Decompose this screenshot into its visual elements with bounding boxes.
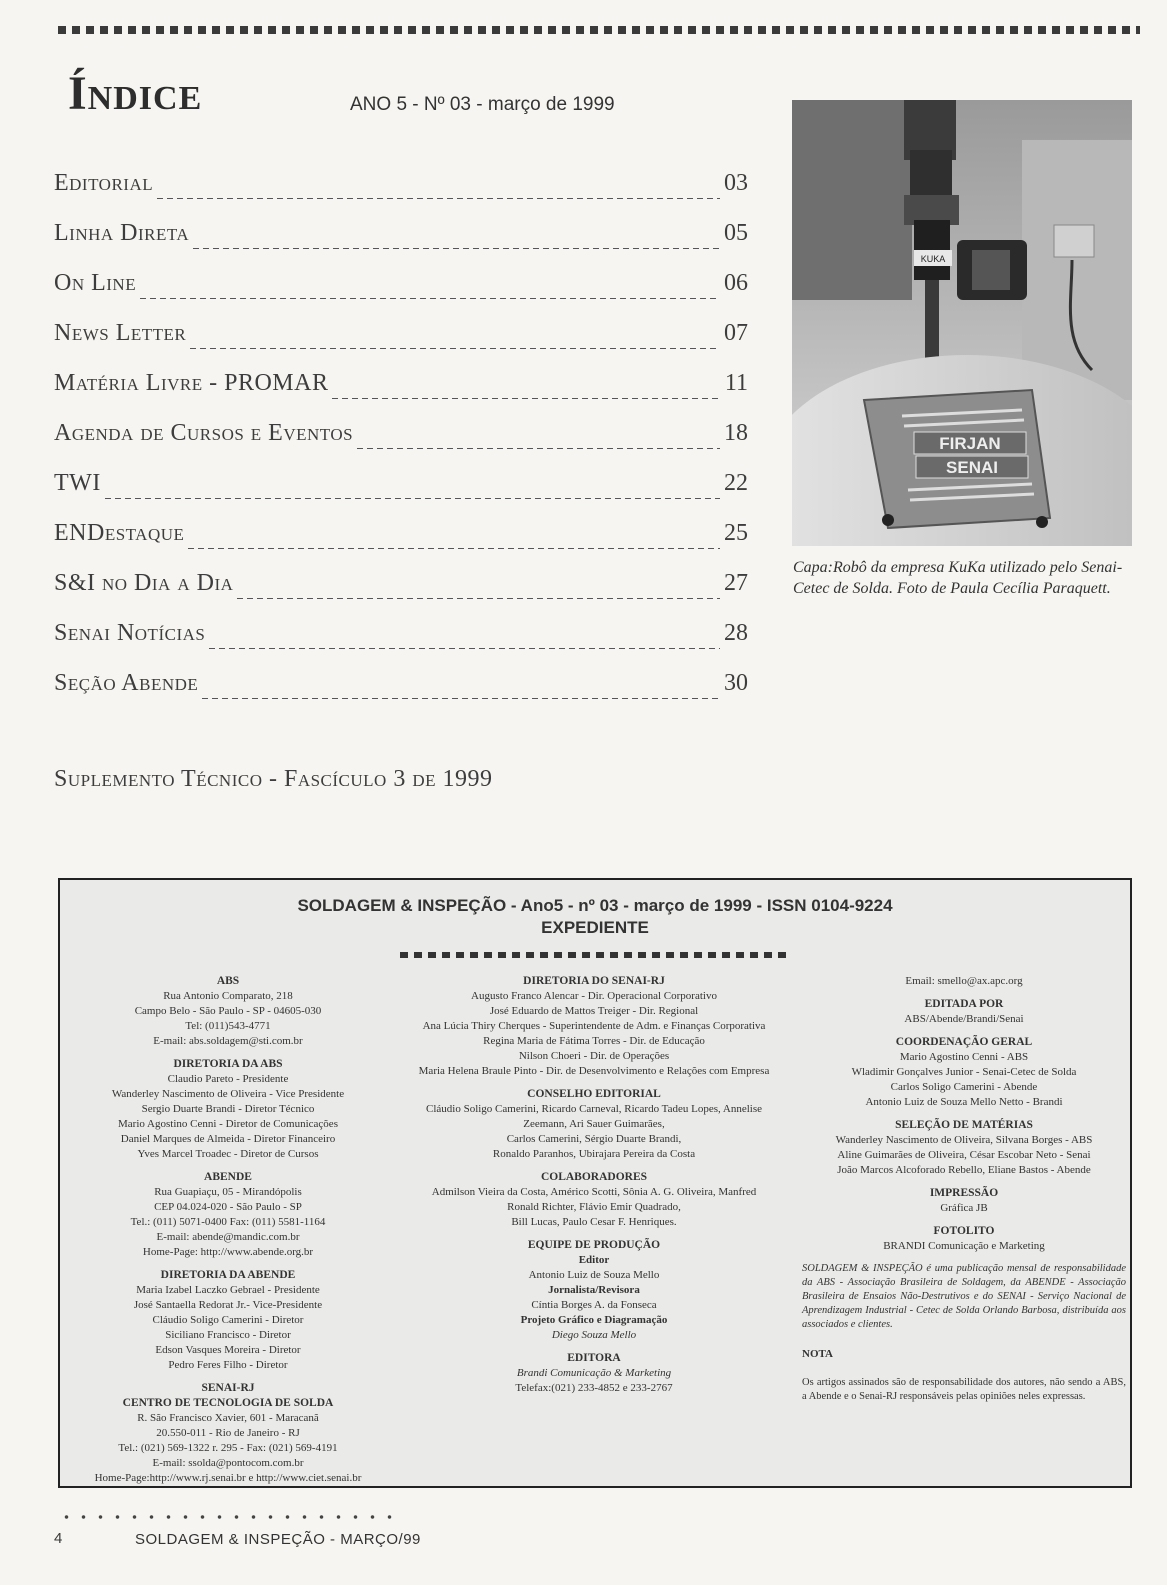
toc-label: Linha Direta — [54, 220, 190, 246]
block-heading: FOTOLITO — [933, 1225, 995, 1237]
toc-label: Matéria Livre - PROMAR — [54, 370, 329, 396]
toc-item[interactable] — [54, 620, 748, 670]
toc-leader — [209, 648, 720, 649]
editor-name: Antonio Luiz de Souza Mello — [528, 1269, 660, 1281]
text-line: Wladimir Gonçalves Junior - Senai-Cetec de Solda — [851, 1066, 1077, 1078]
block-heading: SENAI-RJ — [201, 1382, 255, 1394]
block-heading: CONSELHO EDITORIAL — [527, 1088, 661, 1100]
editora-block — [416, 1351, 772, 1396]
torch-label: KUKA — [920, 254, 946, 264]
toc-item[interactable] — [54, 270, 748, 320]
block-heading: COLABORADORES — [540, 1171, 648, 1183]
toc-page: 11 — [724, 370, 748, 396]
diretoria-abs-block — [68, 1057, 388, 1162]
toc-page: 30 — [724, 670, 748, 696]
text-line: Siciliano Francisco - Diretor — [165, 1329, 291, 1341]
block-subheading: CENTRO DE TECNOLOGIA DE SOLDA — [122, 1397, 334, 1409]
nota-block — [802, 1347, 1126, 1405]
text-line: Tel.: (021) 569-1322 r. 295 - Fax: (021) 569-4191 — [118, 1442, 338, 1454]
text-line: Wanderley Nascimento de Oliveira, Silvana Borges - ABS — [835, 1134, 1093, 1146]
block-heading: EQUIPE DE PRODUÇÃO — [527, 1239, 661, 1251]
diretoria-senai-block — [416, 974, 772, 1079]
block-heading: ABENDE — [204, 1171, 252, 1183]
projeto-name: Diego Souza Mello — [551, 1329, 637, 1341]
toc-leader — [157, 198, 720, 199]
block-heading: EDITORA — [567, 1352, 621, 1364]
toc-page: 18 — [724, 420, 748, 446]
senai-rj-block — [68, 1381, 388, 1486]
toc-item[interactable] — [54, 520, 748, 570]
block-heading: IMPRESSÃO — [929, 1187, 999, 1199]
editor-label: Editor — [578, 1254, 610, 1266]
text-line: Campo Belo - São Paulo - SP - 04605-030 — [134, 1005, 322, 1017]
text-line: Ronaldo Paranhos, Ubirajara Pereira da Costa — [492, 1148, 696, 1160]
text-line: 20.550-011 - Rio de Janeiro - RJ — [156, 1427, 300, 1439]
block-heading: DIRETORIA DO SENAI-RJ — [523, 975, 665, 987]
toc-leader — [190, 348, 720, 349]
text-line: CEP 04.024-020 - São Paulo - SP — [154, 1201, 302, 1213]
text-line: Yves Marcel Troadec - Diretor de Cursos — [137, 1148, 319, 1160]
colaboradores-block — [416, 1170, 772, 1230]
selecao-materias-block — [802, 1118, 1126, 1178]
toc-leader — [202, 698, 720, 699]
text-line: Tel.: (011) 5071-0400 Fax: (011) 5581-1164 — [130, 1216, 326, 1228]
plate-text-senai: SENAI — [946, 458, 998, 477]
email-link[interactable]: E-mail: abende@mandic.com.br — [156, 1231, 300, 1243]
cover-photo — [792, 100, 1132, 546]
text-line: Rua Guapiaçu, 05 - Mirandópolis — [154, 1186, 302, 1198]
toc-page: 25 — [724, 520, 748, 546]
text-line: Aline Guimarães de Oliveira, César Escobar Neto - Senai — [837, 1149, 1091, 1161]
text-line: Mario Agostino Cenni - Diretor de Comunicações — [118, 1118, 338, 1130]
toc-label: TWI — [54, 470, 101, 496]
text-line: João Marcos Alcoforado Rebello, Eliane Bastos - Abende — [837, 1164, 1091, 1176]
toc-label: Agenda de Cursos e Eventos — [54, 420, 354, 446]
projeto-label: Projeto Gráfico e Diagramação — [520, 1314, 668, 1326]
email-link[interactable]: Email: smello@ax.apc.org — [905, 975, 1023, 987]
nota-heading: NOTA — [802, 1347, 833, 1360]
text-line: Edson Vasques Moreira - Diretor — [155, 1344, 301, 1356]
block-heading: SELEÇÃO DE MATÉRIAS — [895, 1119, 1033, 1131]
toc-item[interactable] — [54, 220, 748, 270]
text-line: Carlos Soligo Camerini - Abende — [890, 1081, 1038, 1093]
text-line: Maria Helena Braule Pinto - Dir. de Desenvolvimento e Relações com Empresa — [418, 1065, 770, 1077]
block-heading: EDITADA POR — [924, 998, 1004, 1010]
text-line: Ana Lúcia Thiry Cherques - Superintendente de Adm. e Finanças Corporativa — [422, 1020, 766, 1032]
email-link[interactable]: E-mail: abs.soldagem@sti.com.br — [153, 1035, 303, 1047]
text-line: Carlos Camerini, Sérgio Duarte Brandi, — [506, 1133, 682, 1145]
text-line: Regina Maria de Fátima Torres - Dir. de Educação — [483, 1035, 705, 1047]
toc-page: 05 — [724, 220, 748, 246]
text-line: Augusto Franco Alencar - Dir. Operacional Corporativo — [471, 990, 717, 1002]
text-line: Wanderley Nascimento de Oliveira - Vice Presidente — [111, 1088, 345, 1100]
editora-phone: Telefax:(021) 233-4852 e 233-2767 — [515, 1382, 673, 1394]
toc-leader — [188, 548, 720, 549]
diretoria-abende-block — [68, 1268, 388, 1373]
revisora-label: Jornalista/Revisora — [548, 1284, 640, 1296]
toc-item[interactable] — [54, 470, 748, 520]
text-line: Gráfica JB — [940, 1202, 988, 1214]
text-line: Claudio Pareto - Presidente — [167, 1073, 289, 1085]
toc-item[interactable] — [54, 670, 748, 720]
nota-text: Os artigos assinados são de responsabilidade dos autores, não sendo a ABS, a Abende e o Senai-RJ responsáveis pelas opiniões neles expressas. — [802, 1377, 1126, 1403]
expediente-column-2 — [416, 974, 772, 1404]
text-line: R. São Francisco Xavier, 601 - Maracanã — [137, 1412, 319, 1424]
text-line: Nilson Choeri - Dir. de Operações — [518, 1050, 670, 1062]
toc-page: 06 — [724, 270, 748, 296]
issue-info: ANO 5 - Nº 03 - março de 1999 — [350, 94, 615, 115]
homepage-link[interactable]: Home-Page:http://www.rj.senai.br e http://www.ciet.senai.br — [94, 1472, 362, 1484]
text-line: Admilson Vieira da Costa, Américo Scotti, Sônia A. G. Oliveira, Manfred Ronald Richter, Flávio Emir Quadrado, — [431, 1186, 757, 1213]
text-line: Maria Izabel Laczko Gebrael - Presidente — [136, 1284, 320, 1296]
text-line: Tel: (011)543-4771 — [185, 1020, 271, 1032]
text-line: Rua Antonio Comparato, 218 — [163, 990, 293, 1002]
publication-note: SOLDAGEM & INSPEÇÃO é uma publicação mensal de responsabilidade da ABS - Associação Brasileira de Soldagem, da ABENDE - Associação Brasileira de Ensaios Não-Destrutivos e do SENAI - Serviço Nacional de Aprendizagem Industrial - Cetec de Solda Orlando Barbosa, distribuída aos associados e clientes. — [802, 1263, 1126, 1330]
top-dotted-rule — [58, 26, 1140, 34]
toc-label: On Line — [54, 270, 137, 296]
editada-por-block — [802, 997, 1126, 1027]
email-block — [802, 974, 1126, 989]
email-link[interactable]: E-mail: ssolda@pontocom.com.br — [152, 1457, 304, 1469]
text-line: Cláudio Soligo Camerini, Ricardo Carneval, Ricardo Tadeu Lopes, Annelise Zeemann, Ari Sauer Guimarães, — [426, 1103, 762, 1130]
toc-page: 22 — [724, 470, 748, 496]
plate-text-firjan: FIRJAN — [939, 434, 1001, 453]
block-heading: COORDENAÇÃO GERAL — [895, 1036, 1033, 1048]
toc-label: Seção Abende — [54, 670, 199, 696]
toc-label: Editorial — [54, 170, 154, 196]
block-heading: ABS — [216, 975, 240, 987]
toc-item[interactable] — [54, 420, 748, 470]
conselho-editorial-block — [416, 1087, 772, 1162]
expediente-box — [58, 878, 1132, 1488]
page-title: Índice — [68, 67, 203, 120]
coordenacao-block — [802, 1035, 1126, 1110]
toc-label: News Letter — [54, 320, 187, 346]
dashed-divider — [400, 952, 792, 958]
text-line: Antonio Luiz de Souza Mello Netto - Brandi — [865, 1096, 1063, 1108]
text-line: José Santaella Redorat Jr.- Vice-Presidente — [133, 1299, 323, 1311]
bottom-dotted-rule — [58, 1515, 398, 1519]
toc-leader — [140, 298, 720, 299]
text-line: José Eduardo de Mattos Treiger - Dir. Regional — [489, 1005, 699, 1017]
toc-item[interactable] — [54, 570, 748, 620]
revisora-name: Cíntia Borges A. da Fonseca — [531, 1299, 657, 1311]
text-line: Mario Agostino Cenni - ABS — [899, 1051, 1029, 1063]
fotolito-block — [802, 1224, 1126, 1254]
robot-welding-image — [792, 100, 1132, 546]
editora-name: Brandi Comunicação & Marketing — [516, 1367, 672, 1379]
cover-caption: Capa:Robô da empresa KuKa utilizado pelo Senai-Cetec de Solda. Foto de Paula Cecília Paraquett. — [793, 559, 1123, 597]
text-line: BRANDI Comunicação e Marketing — [883, 1240, 1045, 1252]
text-line: Pedro Feres Filho - Diretor — [168, 1359, 288, 1371]
block-heading: DIRETORIA DA ABS — [173, 1058, 283, 1070]
toc-page: 27 — [724, 570, 748, 596]
running-footer: SOLDAGEM & INSPEÇÃO - MARÇO/99 — [135, 1531, 421, 1548]
page-number: 4 — [54, 1530, 63, 1547]
expediente-column-3 — [802, 974, 1126, 1404]
toc-item[interactable] — [54, 320, 748, 370]
expediente-subtitle: EXPEDIENTE — [541, 918, 649, 937]
text-line: Daniel Marques de Almeida - Diretor Financeiro — [120, 1133, 336, 1145]
toc-label: S&I no Dia a Dia — [54, 570, 234, 596]
block-heading: DIRETORIA DA ABENDE — [160, 1269, 296, 1281]
toc-label: ENDestaque — [54, 520, 185, 546]
toc-page: 03 — [724, 170, 748, 196]
toc-page: 07 — [724, 320, 748, 346]
text-line: ABS/Abende/Brandi/Senai — [904, 1013, 1024, 1025]
expediente-title: SOLDAGEM & INSPEÇÃO - Ano5 - nº 03 - março de 1999 - ISSN 0104-9224 — [297, 896, 893, 915]
text-line: Cláudio Soligo Camerini - Diretor — [152, 1314, 304, 1326]
toc-leader — [193, 248, 720, 249]
abs-block — [68, 974, 388, 1049]
toc-leader — [332, 398, 720, 399]
equipe-producao-block — [416, 1238, 772, 1343]
table-of-contents — [54, 170, 748, 720]
toc-item[interactable] — [54, 370, 748, 420]
homepage-link[interactable]: Home-Page: http://www.abende.org.br — [142, 1246, 314, 1258]
text-line: Bill Lucas, Paulo Cesar F. Henriques. — [511, 1216, 677, 1228]
toc-page: 28 — [724, 620, 748, 646]
toc-item[interactable] — [54, 170, 748, 220]
impressao-block — [802, 1186, 1126, 1216]
supplement-line: Suplemento Técnico - Fascículo 3 de 1999 — [54, 766, 493, 792]
toc-label: Senai Notícias — [54, 620, 206, 646]
toc-leader — [237, 598, 720, 599]
toc-leader — [357, 448, 720, 449]
text-line: Sergio Duarte Brandi - Diretor Técnico — [141, 1103, 315, 1115]
expediente-column-1 — [68, 974, 388, 1494]
abende-block — [68, 1170, 388, 1260]
toc-leader — [105, 498, 720, 499]
